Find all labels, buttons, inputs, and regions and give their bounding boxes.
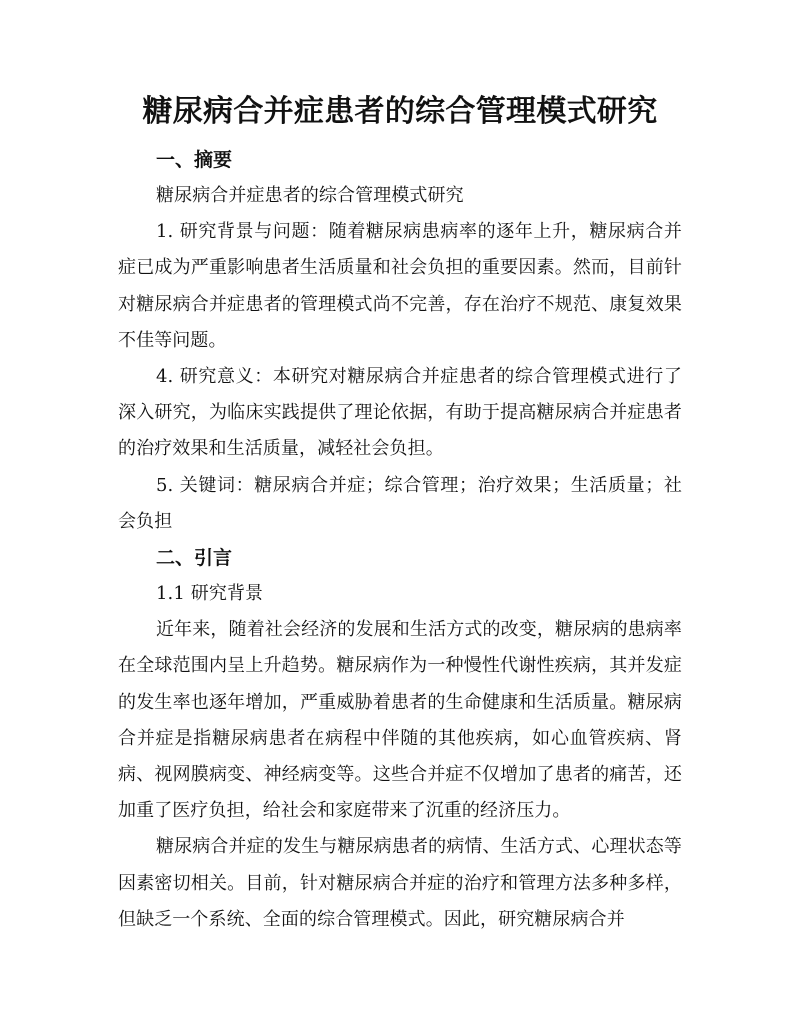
introduction-paragraph-2: 糖尿病合并症的发生与糖尿病患者的病情、生活方式、心理状态等因素密切相关。目前，针对糖尿病合并症的治疗和管理方法多种多样，但缺乏一个系统、全面的综合管理模式。因此，研究糖尿病合并 bbox=[118, 836, 682, 930]
abstract-repeat-title: 糖尿病合并症患者的综合管理模式研究 bbox=[156, 185, 464, 206]
abstract-keywords-paragraph: 5. 关键词：糖尿病合并症；综合管理；治疗效果；生活质量；社会负担 bbox=[118, 474, 682, 532]
introduction-subheading: 1.1 研究背景 bbox=[156, 583, 264, 605]
introduction-paragraph-1: 近年来，随着社会经济的发展和生活方式的改变，糖尿病的患病率在全球范围内呈上升趋势。糖尿病作为一种慢性代谢性疾病，其并发症的发生率也逐年增加，严重威胁着患者的生命健康和生活质量。糖尿病合并症是指糖尿病患者在病程中伴随的其他疾病，如心血管疾病、肾病、视网膜病变、神经病变等。这些合并症不仅增加了患者的痛苦，还加重了医疗负担，给社会和家庭带来了沉重的经济压力。 bbox=[118, 619, 682, 822]
introduction-heading: 二、引言 bbox=[156, 547, 233, 570]
abstract-background-paragraph: 1. 研究背景与问题：随着糖尿病患病率的逐年上升，糖尿病合并症已成为严重影响患者生活质量和社会负担的重要因素。然而，目前针对糖尿病合并症患者的管理模式尚不完善，存在治疗不规范、康复效果不佳等问题。 bbox=[118, 221, 682, 351]
abstract-heading: 一、摘要 bbox=[156, 149, 233, 171]
abstract-significance-paragraph: 4. 研究意义：本研究对糖尿病合并症患者的综合管理模式进行了深入研究，为临床实践提供了理论依据，有助于提高糖尿病合并症患者的治疗效果和生活质量，减轻社会负担。 bbox=[118, 366, 682, 460]
document-title: 糖尿病合并症患者的综合管理模式研究 bbox=[142, 94, 658, 129]
